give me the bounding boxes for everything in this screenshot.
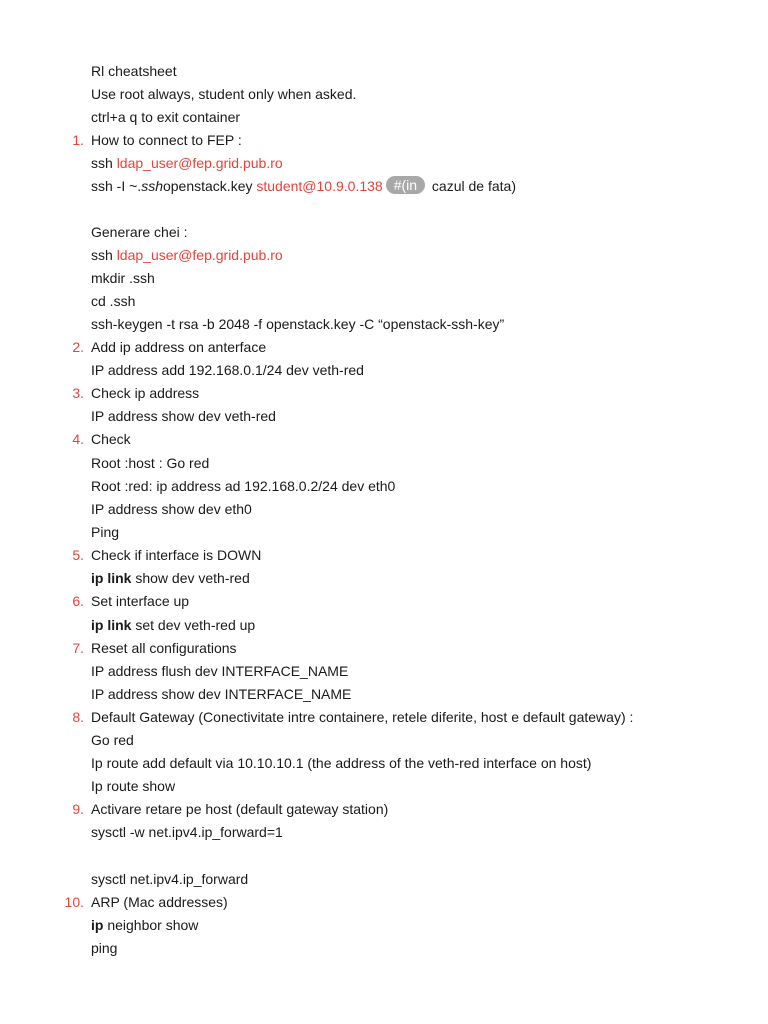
command-keyword: ip link bbox=[91, 570, 132, 586]
list-number-7: 7. bbox=[72, 640, 84, 656]
command-text: cazul de fata) bbox=[428, 178, 516, 194]
ssh-openstack-command bbox=[91, 175, 516, 198]
section-7-title: Reset all configurations bbox=[91, 640, 237, 656]
command-line: sysctl net.ipv4.ip_forward bbox=[91, 871, 249, 887]
command-text: ssh bbox=[91, 247, 117, 263]
list-number-10: 10. bbox=[64, 894, 84, 910]
ctrl-note: ctrl+a q to exit container bbox=[91, 109, 241, 125]
mkdir-command: mkdir .ssh bbox=[91, 270, 155, 286]
command-line: Go red bbox=[91, 732, 134, 748]
list-number-5: 5. bbox=[72, 547, 84, 563]
root-note: Use root always, student only when asked. bbox=[91, 86, 357, 102]
section-8-title: Default Gateway (Conectivitate intre containere, retele diferite, host e default gateway) : bbox=[91, 709, 634, 725]
list-number-3: 3. bbox=[72, 385, 84, 401]
list-number-9: 9. bbox=[72, 801, 84, 817]
command-line: ping bbox=[91, 940, 118, 956]
command-keyword: ip link bbox=[91, 617, 132, 633]
section-4-title: Check bbox=[91, 431, 131, 447]
command-line bbox=[91, 567, 250, 590]
list-number-2: 2. bbox=[72, 339, 84, 355]
student-host-link[interactable]: student@10.9.0.138 bbox=[256, 178, 383, 194]
command-line: Ip route add default via 10.10.10.1 (the address of the veth-red interface on host) bbox=[91, 755, 592, 771]
command-line bbox=[91, 914, 198, 937]
command-text: ssh -I ~. bbox=[91, 178, 142, 194]
fep-link[interactable]: ldap_user@fep.grid.pub.ro bbox=[116, 155, 283, 171]
command-text: ssh bbox=[91, 155, 117, 171]
command-line bbox=[91, 614, 255, 637]
command-line: Root :red: ip address ad 192.168.0.2/24 dev eth0 bbox=[91, 478, 396, 494]
command-line: Ip route show bbox=[91, 778, 176, 794]
command-line: IP address show dev veth-red bbox=[91, 408, 276, 424]
keys-title: Generare chei : bbox=[91, 224, 188, 240]
section-9-title: Activare retare pe host (default gateway station) bbox=[91, 801, 389, 817]
section-2-title: Add ip address on anterface bbox=[91, 339, 267, 355]
comment-pill: #(in bbox=[386, 176, 425, 194]
command-line: IP address show dev eth0 bbox=[91, 501, 252, 517]
keys-ssh-command bbox=[91, 244, 283, 267]
fep-link[interactable]: ldap_user@fep.grid.pub.ro bbox=[116, 247, 283, 263]
command-line: Root :host : Go red bbox=[91, 455, 210, 471]
list-number-6: 6. bbox=[72, 593, 84, 609]
ssh-fep-command bbox=[91, 152, 283, 175]
command-text: show dev veth-red bbox=[131, 570, 250, 586]
command-line: IP address show dev INTERFACE_NAME bbox=[91, 686, 352, 702]
command-keyword: ip bbox=[91, 917, 104, 933]
command-line: IP address flush dev INTERFACE_NAME bbox=[91, 663, 349, 679]
list-number-8: 8. bbox=[72, 709, 84, 725]
command-text: openstack.key bbox=[162, 178, 257, 194]
section-1-title: How to connect to FEP : bbox=[91, 132, 242, 148]
section-5-title: Check if interface is DOWN bbox=[91, 547, 262, 563]
keygen-command: ssh-keygen -t rsa -b 2048 -f openstack.key -C “openstack-ssh-key” bbox=[91, 316, 505, 332]
command-text: neighbor show bbox=[103, 917, 199, 933]
section-6-title: Set interface up bbox=[91, 593, 190, 609]
list-number-1: 1. bbox=[72, 132, 84, 148]
command-line: Ping bbox=[91, 524, 120, 540]
doc-title: Rl cheatsheet bbox=[91, 63, 177, 79]
list-number-4: 4. bbox=[72, 431, 84, 447]
cd-command: cd .ssh bbox=[91, 293, 136, 309]
section-10-title: ARP (Mac addresses) bbox=[91, 894, 228, 910]
command-line: IP address add 192.168.0.1/24 dev veth-red bbox=[91, 362, 364, 378]
command-line: sysctl -w net.ipv4.ip_forward=1 bbox=[91, 824, 283, 840]
command-italic: ssh bbox=[141, 178, 163, 194]
command-text: set dev veth-red up bbox=[131, 617, 256, 633]
section-3-title: Check ip address bbox=[91, 385, 200, 401]
